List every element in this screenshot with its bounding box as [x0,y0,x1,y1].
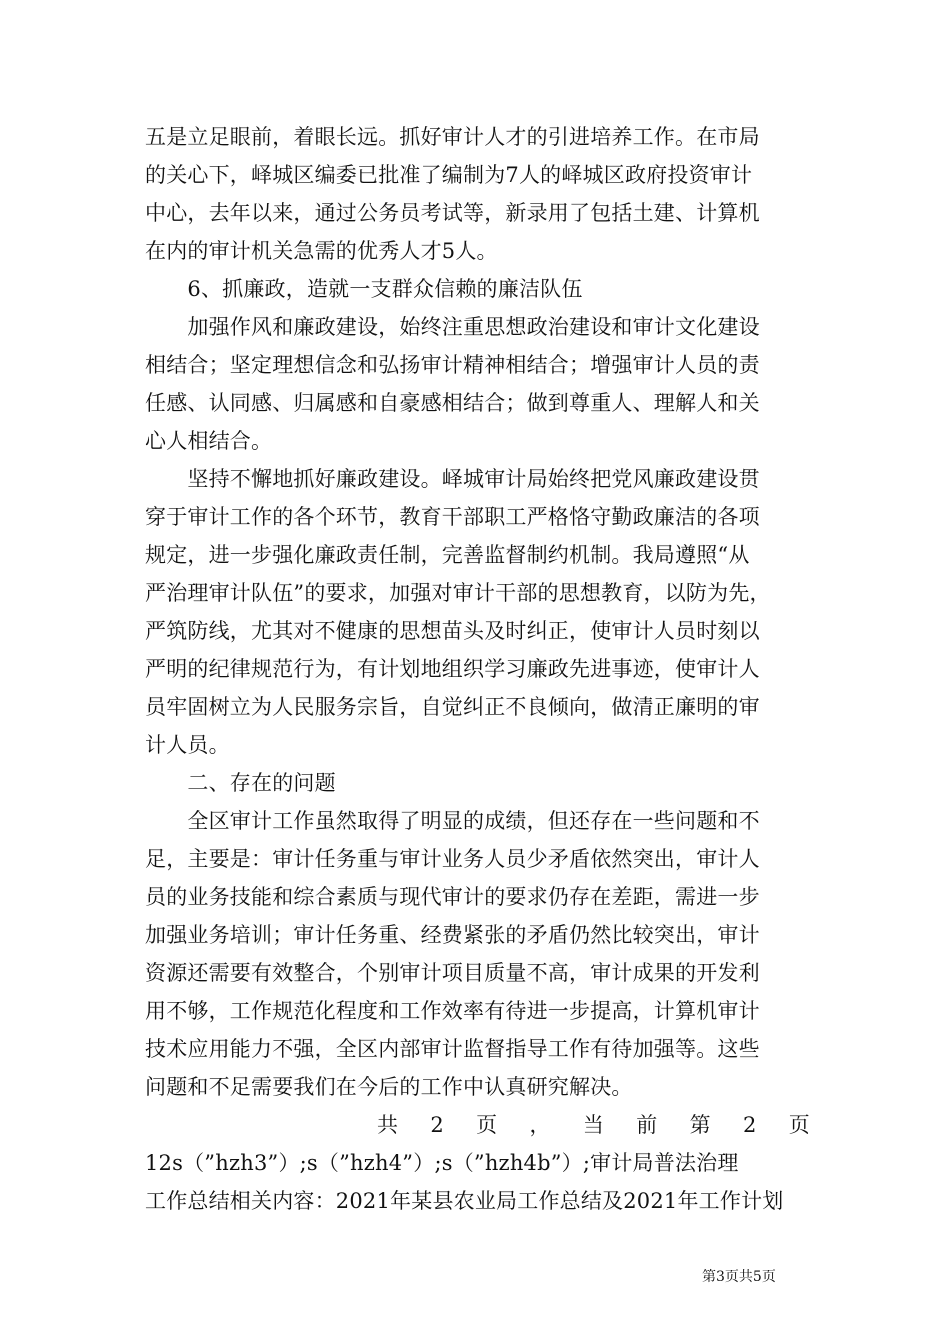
text-line: 穿于审计工作的各个环节，教育干部职工严格恪守勤政廉洁的各项 [145,505,760,529]
text-line: 加强作风和廉政建设，始终注重思想政治建设和审计文化建设 [145,315,760,339]
page-info-char: 2 [742,1113,757,1137]
document-body [145,118,810,1220]
text-line: 严筑防线，尤其对不健康的思想苗头及时纠正，使审计人员时刻以 [145,619,760,643]
text-line: 员的业务技能和综合素质与现代审计的要求仍存在差距，需进一步 [145,885,760,909]
text-line: 中心，去年以来，通过公务员考试等，新录用了包括土建、计算机 [145,201,760,225]
page-info-char: 前 [636,1113,658,1137]
text-line: 在内的审计机关急需的优秀人才5人。 [145,239,498,263]
text-line: 五是立足眼前，着眼长远。抓好审计人才的引进培养工作。在市局 [145,125,760,149]
trailing-text-line: 工作总结相关内容：2021年某县农业局工作总结及2021年工作计划 [145,1189,784,1213]
text-line: 问题和不足需要我们在今后的工作中认真研究解决。 [145,1075,633,1099]
text-line: 坚持不懈地抓好廉政建设。峄城审计局始终把党风廉政建设贯 [145,467,760,491]
page-info-char: 2 [430,1113,444,1137]
page-info-line [145,1106,810,1144]
text-line: 相结合；坚定理想信念和弘扬审计精神相结合；增强审计人员的责 [145,353,760,377]
text-line: 严明的纪律规范行为，有计划地组织学习廉政先进事迹，使审计人 [145,657,760,681]
text-line: 资源还需要有效整合，个别审计项目质量不高，审计成果的开发利 [145,961,760,985]
text-line: 技术应用能力不强，全区内部审计监督指导工作有待加强等。这些 [145,1037,760,1061]
page-info-char: 页 [788,1113,810,1137]
text-line: 全区审计工作虽然取得了明显的成绩，但还存在一些问题和不 [145,809,760,833]
text-line: 严治理审计队伍”的要求，加强对审计干部的思想教育，以防为先， [145,581,771,605]
page-info-char: 第 [689,1113,711,1137]
text-line: 任感、认同感、归属感和自豪感相结合；做到尊重人、理解人和关 [145,391,760,415]
text-line: 规定，进一步强化廉政责任制，完善监督制约机制。我局遵照“从 [145,543,750,567]
text-line: 足，主要是：审计任务重与审计业务人员少矛盾依然突出，审计人 [145,847,760,871]
text-line: 用不够，工作规范化程度和工作效率有待进一步提高，计算机审计 [145,999,760,1023]
text-line: 计人员。 [145,733,230,757]
section-heading: 二、存在的问题 [145,771,336,795]
page-info-char: 当 [582,1113,605,1137]
page-info-char: ， [529,1113,551,1137]
page-number-footer: 第3页共5页 [702,1269,776,1285]
text-line: 心人相结合。 [145,429,273,453]
text-line: 的关心下，峄城区编委已批准了编制为7人的峄城区政府投资审计 [145,163,753,187]
trailing-text-line: 12s（”hzh3”）;s（”hzh4”）;s（”hzh4b”）;审计局普法治理 [145,1151,739,1175]
text-line: 员牢固树立为人民服务宗旨，自觉纠正不良倾向，做清正廉明的审 [145,695,760,719]
page-info-char: 页 [476,1113,498,1137]
page-info-char: 共 [377,1113,399,1137]
section-heading: 6、抓廉政，造就一支群众信赖的廉洁队伍 [145,277,583,301]
text-line: 加强业务培训；审计任务重、经费紧张的矛盾仍然比较突出，审计 [145,923,760,947]
